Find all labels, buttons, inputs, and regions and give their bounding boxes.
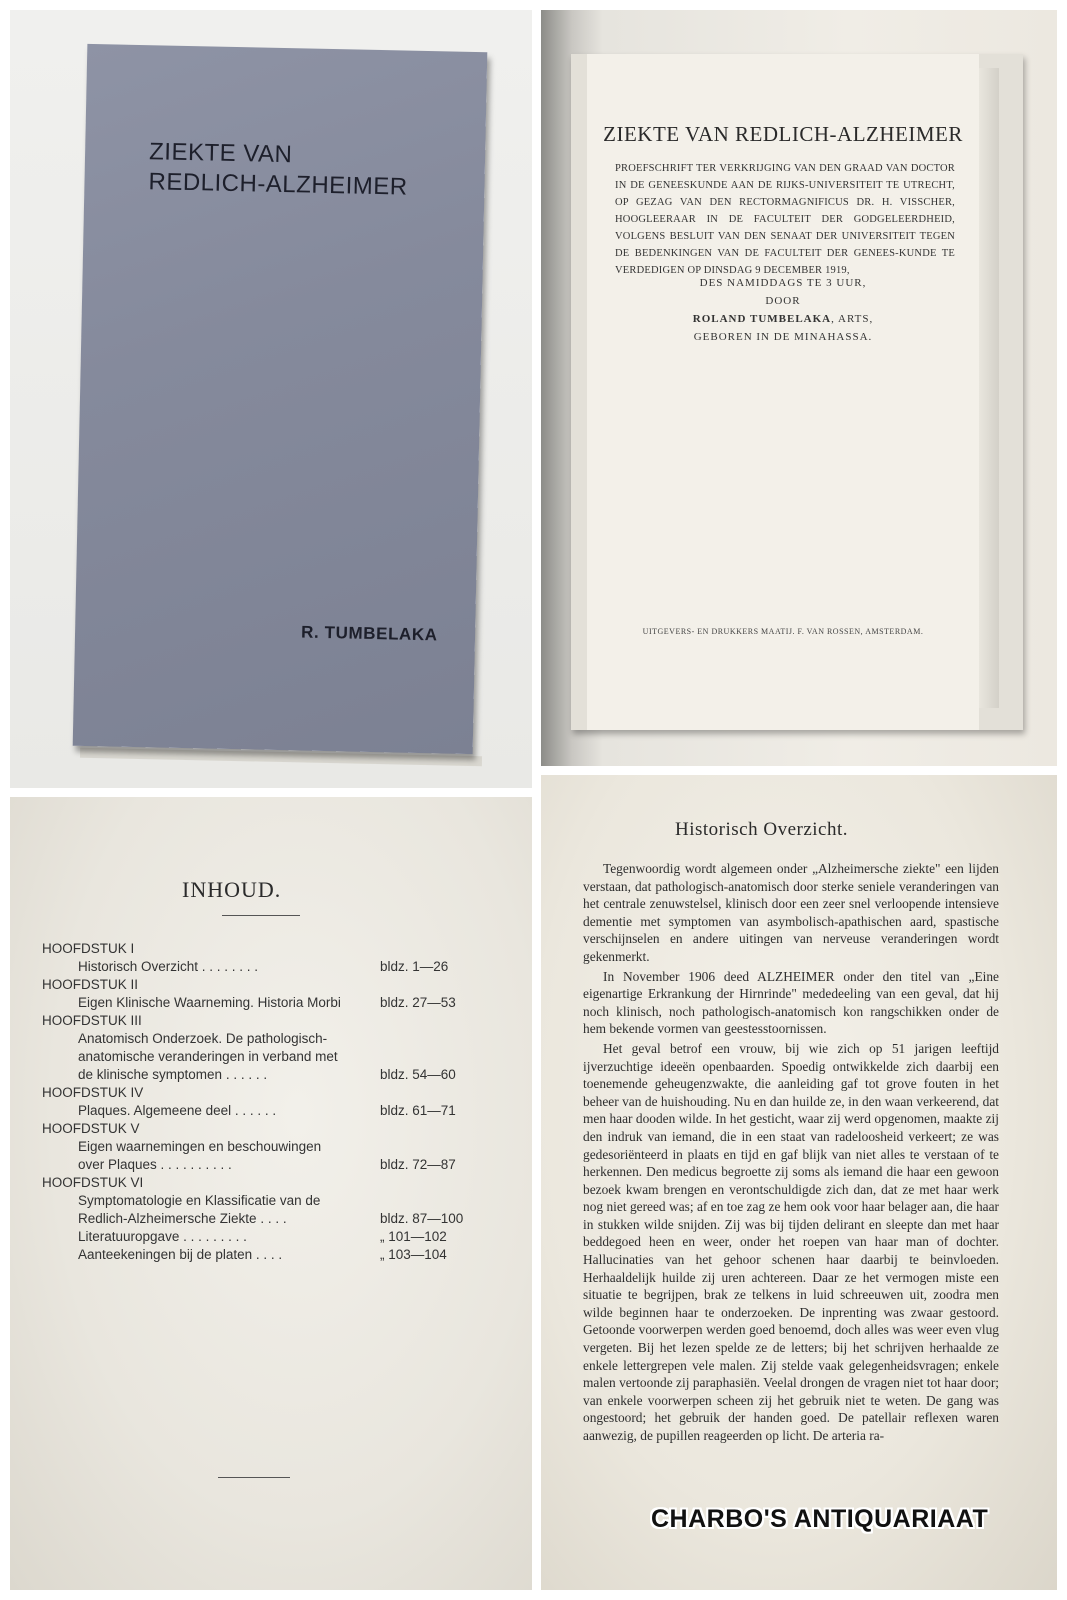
toc-entry-text: Literatuuropgave . . . . . . . . .: [78, 1229, 247, 1244]
toc-page-range: bldz. 1—26: [380, 959, 449, 974]
toc-entry-text: over Plaques . . . . . . . . . .: [78, 1157, 232, 1172]
book-cover: [73, 44, 488, 754]
cover-photo: [10, 10, 532, 788]
title-page-photo: [541, 10, 1057, 766]
toc-entry-text: Historisch Overzicht . . . . . . . .: [78, 959, 259, 974]
toc-entry: [42, 958, 512, 976]
toc-entry-text: HOOFDSTUK III: [42, 1013, 142, 1028]
toc-entry: [42, 1066, 512, 1084]
toc-entry-text: Aanteekeningen bij de platen . . . .: [78, 1247, 283, 1262]
toc-chapter: [42, 1084, 512, 1102]
toc-page-range: „ 101—102: [380, 1229, 447, 1244]
title-page: [587, 54, 979, 730]
toc-page-range: bldz. 54—60: [380, 1067, 456, 1082]
title-page-author-line: [587, 313, 979, 325]
toc-chapter: [42, 940, 512, 958]
toc-entry: [42, 1048, 512, 1066]
toc-entry: [42, 1228, 512, 1246]
toc-entry-text: Redlich-Alzheimersche Ziekte . . . .: [78, 1211, 287, 1226]
toc-entry: [42, 1246, 512, 1264]
toc-entry-text: Eigen waarnemingen en beschouwingen: [78, 1139, 322, 1154]
toc-chapter: [42, 1174, 512, 1192]
paragraph: Het geval betrof een vrouw, bij wie zich op 51 jarigen leeftijd ijverzuchtige ideeën openbaarden. Spoedig ontwikkelde zich daarbij een toenemende geheugenzwakte, die aanleiding gaf tot grove fouten in het beheer van de huishouding. Nu en dan huilde ze, in den waan verkeerend, dat men haar dooden wilde. In het gesticht, waar zij werd opgenomen, maakte zij den indruk van iemand, die in een staat van radeloosheid verkeert; ze was gedesoriënteerd in plaats en tijd en gaf blijk van niet alles te verstaan of te herkennen. Den medicus begroette zij soms als iemand die haar een gewoon bezoek kwam brengen en verontschuldigde zich dan, dat ze met haar werk nog niet gereed was; af en toe zag ze hem ook voor haar belager aan, die haar in stukken wilde snijden. Zij was bij tijden delirant en sleepte dan met haar beddegoed heen en weer, onder het roepen van haar man of dochter. Hallucinaties van het gehoor schenen haar daarbij te beinvloeden. Herhaaldelijk huilde zij uren achtereen. Daar ze het vermogen miste een situatie te begrijpen, brak ze telkens in luid schreeuwen uit, zoodra men wilde beginnen haar te onderzoeken. De inprenting was zwaar gestoord. Getoonde voorwerpen werden goed benoemd, doch alles was weer even vlug vergeten. Bij het lezen spelde ze de letters; bij het schrijven herhaalde ze enkele lettergrepen vele malen. Zij stelde vaak gelegenheidsvragen; enkele malen vertoonde zij paraphasiën. Veelal drongen de vragen niet tot haar door; van enkele voorwerpen scheen zij het gebruik niet te weten. De gang was ongestoord; het gebruik der handen goed. De patellair reflexen waren aanwezig, de pupillen reageerden op licht. De arteria ra-: [583, 1040, 999, 1443]
toc-entry-text: HOOFDSTUK IV: [42, 1085, 144, 1100]
contents-page-photo: [10, 797, 532, 1590]
toc-page-range: bldz. 61—71: [380, 1103, 456, 1118]
shop-watermark: CHARBO'S ANTIQUARIAAT: [651, 1505, 989, 1533]
toc-entry-text: HOOFDSTUK II: [42, 977, 139, 992]
paragraph: Tegenwoordig wordt algemeen onder „Alzheimersche ziekte" een lijden verstaan, dat pathologisch-anatomisch door sterke seniele veranderingen van het centrale zenuwstelsel, klinisch door een zeer snel verloopende intensieve dementie met symptomen van asymbolisch-apathischen aard, spastische verschijnselen en andere uitingen van nerveuse veranderingen wordt gekenmerkt.: [583, 861, 999, 964]
toc-page-range: bldz. 72—87: [380, 1157, 456, 1172]
toc-entry-text: anatomische veranderingen in verband met: [78, 1049, 338, 1064]
title-page-body: PROEFSCHRIFT TER VERKRIJGING VAN DEN GRAAD VAN DOCTOR IN DE GENEESKUNDE AAN DE RIJKS-UNIVERSITEIT TE UTRECHT, OP GEZAG VAN DEN RECTORMAGNIFICUS DR. H. VISSCHER, HOOGLEERAAR IN DE FACULTEIT DER GODGELEERDHEID, VOLGENS BESLUIT VAN DEN SENAAT DER UNIVERSITEIT TEGEN DE BEDENKINGEN VAN DE FACULTEIT DER GENEES-KUNDE TE VERDEDIGEN OP DINSDAG 9 DECEMBER 1919,: [615, 163, 955, 276]
toc-entry: [42, 1102, 512, 1120]
toc-entry-text: HOOFDSTUK I: [42, 941, 135, 956]
title-page-author-suffix: , ARTS,: [831, 313, 874, 325]
toc-entry-text: HOOFDSTUK VI: [42, 1175, 144, 1190]
toc-page-range: „ 103—104: [380, 1247, 447, 1262]
toc-entry-text: Eigen Klinische Waarneming. Historia Morbi: [78, 995, 341, 1010]
toc-page-range: bldz. 87—100: [380, 1211, 464, 1226]
toc-chapter: [42, 976, 512, 994]
title-rule: [222, 915, 300, 916]
title-page-birthplace: GEBOREN IN DE MINAHASSA.: [693, 331, 873, 343]
toc-entry-text: Plaques. Algemeene deel . . . . . .: [78, 1103, 277, 1118]
toc-entry: [42, 1192, 512, 1210]
toc-entry-text: Anatomisch Onderzoek. De pathologisch-: [78, 1031, 328, 1046]
toc-entry: [42, 994, 512, 1012]
cover-title: [148, 137, 408, 202]
toc-entry: [42, 1138, 512, 1156]
chapter-title: Historisch Overzicht.: [675, 819, 849, 840]
contents-title: INHOUD.: [182, 877, 282, 902]
toc-entry-text: Symptomatologie en Klassificatie van de: [78, 1193, 321, 1208]
title-page-time: DES NAMIDDAGS TE 3 UUR,: [699, 277, 867, 289]
cover-author: R. TUMBELAKA: [300, 622, 438, 645]
title-page-heading: ZIEKTE VAN REDLICH-ALZHEIMER: [603, 122, 963, 146]
toc-entry: [42, 1030, 512, 1048]
toc-entry: [42, 1210, 512, 1228]
toc-entry: [42, 1156, 512, 1174]
cover-title-line: REDLICH-ALZHEIMER: [148, 168, 408, 201]
cover-title-line: ZIEKTE VAN: [148, 138, 293, 169]
text-page-photo: [541, 775, 1057, 1590]
toc-page-range: bldz. 27—53: [380, 995, 456, 1010]
title-page-author: ROLAND TUMBELAKA: [692, 313, 832, 325]
page-stack-edge: [979, 68, 999, 708]
table-of-contents: [42, 940, 512, 1264]
toc-entry-text: de klinische symptomen . . . . . .: [78, 1067, 268, 1082]
title-page-publisher: UITGEVERS- EN DRUKKERS MAATIJ. F. VAN ROSSEN, AMSTERDAM.: [642, 627, 924, 636]
title-page-door: DOOR: [765, 295, 801, 307]
paragraph: In November 1906 deed ALZHEIMER onder den titel van „Eine eigenartige Erkrankung der Hirnrinde" mededeeling van een geval, dat hij noch klinisch, noch pathologisch-anatomisch kon rangschikken onder de hem bekende vormen van geestesstoornissen.: [583, 968, 999, 1037]
chapter-text: [583, 860, 999, 1447]
toc-chapter: [42, 1012, 512, 1030]
end-rule: [218, 1477, 290, 1478]
toc-chapter: [42, 1120, 512, 1138]
toc-entry-text: HOOFDSTUK V: [42, 1121, 140, 1136]
